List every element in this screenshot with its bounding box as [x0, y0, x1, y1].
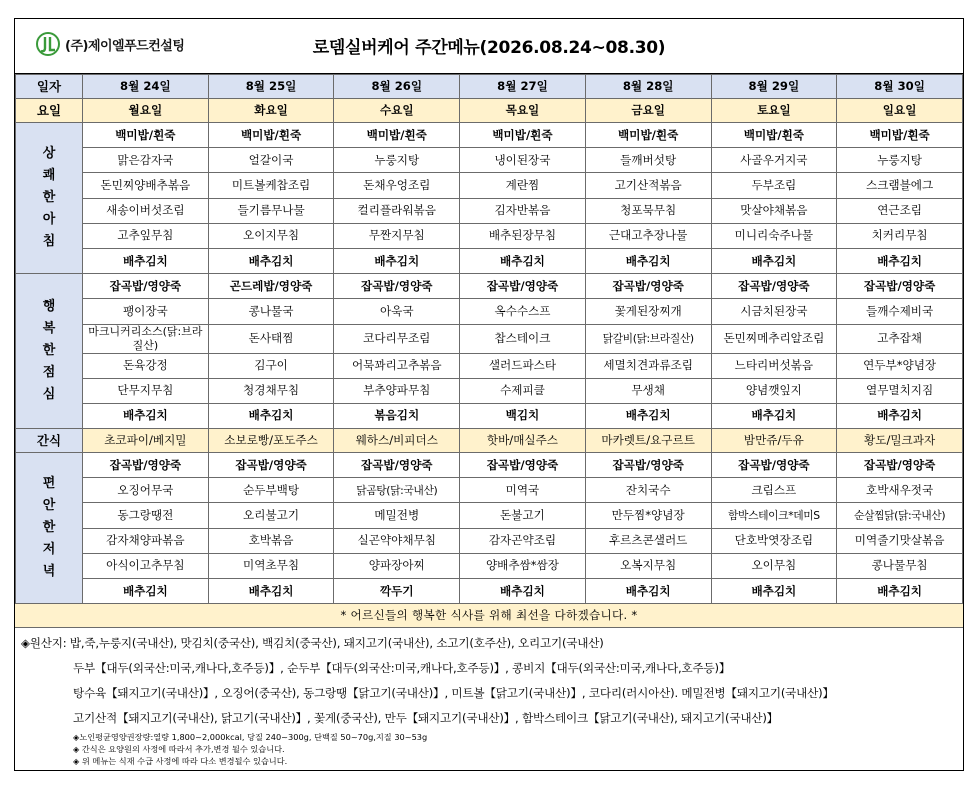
header: [15, 19, 963, 74]
menu-item: 배추김치: [585, 248, 711, 273]
date-cell: 8월 28일: [585, 75, 711, 99]
breakfast-row: [16, 148, 963, 173]
breakfast-row: [16, 248, 963, 273]
lunch-row: [16, 378, 963, 403]
menu-item: 꽃게된장찌개: [585, 299, 711, 324]
wdays-row: [16, 99, 963, 123]
menu-item: 돈육강정: [83, 353, 209, 378]
menu-item: 오이지무침: [208, 223, 334, 248]
page-title: 로뎀실버케어 주간메뉴(2026.08.24~08.30): [312, 38, 666, 58]
menu-item: 샐러드파스타: [460, 353, 586, 378]
date-cell: 8월 27일: [460, 75, 586, 99]
menu-item: 배추김치: [83, 403, 209, 428]
menu-item: 잡곡밥/영양죽: [837, 453, 963, 478]
menu-item: 닭곰탕(닭:국내산): [334, 478, 460, 503]
menu-item: 백미밥/흰죽: [711, 123, 837, 148]
notice-banner: * 어르신들의 행복한 식사를 위해 최선을 다하겠습니다. *: [15, 604, 963, 628]
menu-item: 부추양파무침: [334, 378, 460, 403]
menu-item: 배추김치: [334, 248, 460, 273]
menu-item: 배추김치: [585, 403, 711, 428]
menu-item: 김구이: [208, 353, 334, 378]
menu-item: 배추김치: [83, 248, 209, 273]
menu-item: 무짠지무침: [334, 223, 460, 248]
menu-sheet: [14, 18, 964, 771]
weekday-cell: 금요일: [585, 99, 711, 123]
menu-item: 미트볼케찹조림: [208, 173, 334, 198]
menu-item: 양파장아찌: [334, 553, 460, 578]
weekday-cell: 일요일: [837, 99, 963, 123]
menu-item: 고추잎무침: [83, 223, 209, 248]
menu-item: 사골우거지국: [711, 148, 837, 173]
menu-item: 팽이장국: [83, 299, 209, 324]
dinner-label: 편 안 한 저 녁: [16, 453, 83, 604]
change-note: ◈ 위 메뉴는 식재 수급 사정에 따라 다소 변경될수 있습니다.: [73, 756, 288, 767]
menu-item: 단무지무침: [83, 378, 209, 403]
snack-row: [16, 429, 963, 453]
days-row: [16, 75, 963, 99]
menu-item: 잡곡밥/영양죽: [837, 274, 963, 299]
menu-item: 미역줄기맛살볶음: [837, 528, 963, 553]
menu-item: 잡곡밥/영양죽: [208, 453, 334, 478]
origin-line: 두부【대두(외국산:미국,캐나다,호주등)】, 순두부【대두(외국산:미국,캐나다,호주등)】, 콩비지【대두(외국산:미국,캐나다,호주등)】: [73, 661, 731, 676]
menu-item: 잡곡밥/영양죽: [585, 274, 711, 299]
menu-item: 수제피클: [460, 378, 586, 403]
menu-item: 오이무침: [711, 553, 837, 578]
menu-item: 함박스테이크*데미S: [711, 503, 837, 528]
lunch-row: [16, 324, 963, 353]
menu-item: 잡곡밥/영양죽: [711, 274, 837, 299]
menu-item: 만두찜*양념장: [585, 503, 711, 528]
menu-item: 미니리숙주나물: [711, 223, 837, 248]
menu-item: 배추김치: [711, 403, 837, 428]
menu-item: 돈민찌양배추볶음: [83, 173, 209, 198]
menu-item: 배추김치: [585, 579, 711, 604]
menu-item: 백미밥/흰죽: [208, 123, 334, 148]
menu-item: 오리불고기: [208, 503, 334, 528]
menu-item: 누룽지탕: [334, 148, 460, 173]
menu-item: 백미밥/흰죽: [334, 123, 460, 148]
menu-item: 잡곡밥/영양죽: [460, 274, 586, 299]
menu-item: 무생채: [585, 378, 711, 403]
origin-line: 고기산적【돼지고기(국내산), 닭고기(국내산)】, 꽃게(중국산), 만두【돼지고기(국내산)】, 함박스테이크【닭고기(국내산), 돼지고기(국내산)】: [73, 711, 779, 726]
day-label: 일자: [16, 75, 83, 99]
menu-item: 잡곡밥/영양죽: [585, 453, 711, 478]
menu-item: 콩나물국: [208, 299, 334, 324]
menu-item: 잔치국수: [585, 478, 711, 503]
menu-item: 후르츠콘샐러드: [585, 528, 711, 553]
menu-item: 김자반볶음: [460, 198, 586, 223]
lunch-row: [16, 299, 963, 324]
menu-item: 오복지무침: [585, 553, 711, 578]
weekday-cell: 화요일: [208, 99, 334, 123]
menu-item: 백미밥/흰죽: [83, 123, 209, 148]
menu-item: 백김치: [460, 403, 586, 428]
menu-item: 백미밥/흰죽: [585, 123, 711, 148]
menu-item: 돈사태찜: [208, 324, 334, 353]
menu-item: 고기산적볶음: [585, 173, 711, 198]
menu-item: 잡곡밥/영양죽: [83, 274, 209, 299]
dinner-row: [16, 503, 963, 528]
menu-item: 잡곡밥/영양죽: [334, 274, 460, 299]
menu-item: 동그랑땡전: [83, 503, 209, 528]
weekday-cell: 수요일: [334, 99, 460, 123]
company-name: (주)제이엘푸드컨설팅: [65, 38, 185, 54]
menu-item: 아식이고추무침: [83, 553, 209, 578]
snack-item: 초코파이/베지밀: [83, 429, 209, 453]
menu-item: 돈채우엉조림: [334, 173, 460, 198]
menu-item: 감자곤약조림: [460, 528, 586, 553]
weekday-label: 요일: [16, 99, 83, 123]
menu-item: 옥수수스프: [460, 299, 586, 324]
weekday-cell: 월요일: [83, 99, 209, 123]
date-cell: 8월 24일: [83, 75, 209, 99]
menu-item: 실곤약야채무침: [334, 528, 460, 553]
menu-item: 돈민찌메추리알조림: [711, 324, 837, 353]
date-cell: 8월 25일: [208, 75, 334, 99]
menu-item: 미역국: [460, 478, 586, 503]
menu-item: 두부조림: [711, 173, 837, 198]
menu-item: 배추김치: [208, 248, 334, 273]
menu-item: 닭갈비(닭:브라질산): [585, 324, 711, 353]
menu-item: 들기름무나물: [208, 198, 334, 223]
menu-item: 볶음김치: [334, 403, 460, 428]
menu-item: 백미밥/흰죽: [460, 123, 586, 148]
lunch-label: 행 복 한 점 심: [16, 274, 83, 429]
origin-info: [15, 628, 963, 767]
menu-item: 잡곡밥/영양죽: [83, 453, 209, 478]
menu-item: 냉이된장국: [460, 148, 586, 173]
menu-item: 배추된장무침: [460, 223, 586, 248]
snack-item: 밤만쥬/두유: [711, 429, 837, 453]
snack-note: ◈ 간식은 요양원의 사정에 따라서 추가,변경 될수 있습니다.: [73, 744, 285, 755]
menu-item: 스크램블에그: [837, 173, 963, 198]
menu-item: 열무멸치지짐: [837, 378, 963, 403]
snack-item: 웨하스/비피더스: [334, 429, 460, 453]
snack-item: 황도/밀크과자: [837, 429, 963, 453]
menu-item: 잡곡밥/영양죽: [334, 453, 460, 478]
dinner-row: [16, 478, 963, 503]
menu-item: 치커리무침: [837, 223, 963, 248]
menu-item: 순살찜닭(닭:국내산): [837, 503, 963, 528]
lunch-row: [16, 353, 963, 378]
lunch-row: [16, 274, 963, 299]
snack-item: 소보로빵/포도주스: [208, 429, 334, 453]
menu-item: 배추김치: [460, 248, 586, 273]
menu-item: 배추김치: [208, 579, 334, 604]
menu-item: 배추김치: [837, 579, 963, 604]
dinner-row: [16, 453, 963, 478]
weekday-cell: 토요일: [711, 99, 837, 123]
menu-item: 연근조림: [837, 198, 963, 223]
menu-item: 잡곡밥/영양죽: [460, 453, 586, 478]
menu-item: 들깨수제비국: [837, 299, 963, 324]
menu-item: 양념깻잎지: [711, 378, 837, 403]
menu-item: 들깨버섯탕: [585, 148, 711, 173]
origin-line: 탕수육【돼지고기(국내산)】, 오징어(중국산), 동그랑땡【닭고기(국내산)】, 미트볼【닭고기(국내산)】, 코다리(러시아산). 메밀전병【돼지고기(국내산)】: [73, 686, 834, 701]
menu-item: 배추김치: [460, 579, 586, 604]
breakfast-row: [16, 223, 963, 248]
menu-item: 호박새우젓국: [837, 478, 963, 503]
menu-item: 어묵꽈리고추볶음: [334, 353, 460, 378]
menu-item: 고추잡채: [837, 324, 963, 353]
menu-item: 배추김치: [83, 579, 209, 604]
snack-item: 마카렛트/요구르트: [585, 429, 711, 453]
dinner-row: [16, 579, 963, 604]
menu-item: 오징어무국: [83, 478, 209, 503]
menu-item: 느타리버섯볶음: [711, 353, 837, 378]
date-cell: 8월 30일: [837, 75, 963, 99]
weekly-menu-table: [15, 74, 963, 604]
breakfast-label: 상 쾌 한 아 침: [16, 123, 83, 274]
menu-item: 호박볶음: [208, 528, 334, 553]
menu-item: 아욱국: [334, 299, 460, 324]
menu-item: 배추김치: [711, 248, 837, 273]
menu-item: 근대고추장나물: [585, 223, 711, 248]
menu-item: 크림스프: [711, 478, 837, 503]
menu-item: 맛살야채볶음: [711, 198, 837, 223]
menu-item: 컬리플라워볶음: [334, 198, 460, 223]
date-cell: 8월 26일: [334, 75, 460, 99]
snack-label: 간식: [16, 429, 83, 453]
menu-item: 양배추쌈*쌈장: [460, 553, 586, 578]
menu-item: 연두부*양념장: [837, 353, 963, 378]
menu-item: 배추김치: [837, 403, 963, 428]
menu-item: 곤드레밥/영양죽: [208, 274, 334, 299]
menu-item: 백미밥/흰죽: [837, 123, 963, 148]
dinner-row: [16, 553, 963, 578]
menu-item: 깍두기: [334, 579, 460, 604]
menu-item: 잡곡밥/영양죽: [711, 453, 837, 478]
menu-item: 코다리무조림: [334, 324, 460, 353]
lunch-row: [16, 403, 963, 428]
menu-item: 배추김치: [711, 579, 837, 604]
menu-item: 돈불고기: [460, 503, 586, 528]
menu-item: 누룽지탕: [837, 148, 963, 173]
breakfast-row: [16, 198, 963, 223]
menu-item: 세멸치견과류조림: [585, 353, 711, 378]
menu-item: 메밀전병: [334, 503, 460, 528]
nutrition-note: ◈노인평균영양권장량:열량 1,800~2,000kcal, 당질 240~300g, 단백질 50~70g,지질 30~53g: [73, 732, 428, 743]
menu-item: 새송이버섯조림: [83, 198, 209, 223]
snack-item: 핫바/매실주스: [460, 429, 586, 453]
date-cell: 8월 29일: [711, 75, 837, 99]
dinner-row: [16, 528, 963, 553]
menu-item: 감자채양파볶음: [83, 528, 209, 553]
menu-item: 계란찜: [460, 173, 586, 198]
menu-item: 맑은감자국: [83, 148, 209, 173]
menu-item: 배추김치: [837, 248, 963, 273]
origin-line: ◈원산지: 밥,죽,누룽지(국내산), 맛김치(중국산), 백김치(중국산), 돼지고기(국내산), 소고기(호주산), 오리고기(국내산): [21, 636, 604, 651]
menu-item: 콩나물무침: [837, 553, 963, 578]
breakfast-row: [16, 123, 963, 148]
menu-item: 청포묵무침: [585, 198, 711, 223]
menu-item: 시금치된장국: [711, 299, 837, 324]
menu-item: 단호박엿장조림: [711, 528, 837, 553]
menu-item: 얼갈이국: [208, 148, 334, 173]
menu-item: 청경채무침: [208, 378, 334, 403]
menu-item: 미역초무침: [208, 553, 334, 578]
menu-item: 순두부백탕: [208, 478, 334, 503]
menu-item: 찹스테이크: [460, 324, 586, 353]
breakfast-row: [16, 173, 963, 198]
menu-item: 마크니커리소스(닭:브라질산): [83, 324, 209, 353]
menu-item: 배추김치: [208, 403, 334, 428]
weekday-cell: 목요일: [460, 99, 586, 123]
